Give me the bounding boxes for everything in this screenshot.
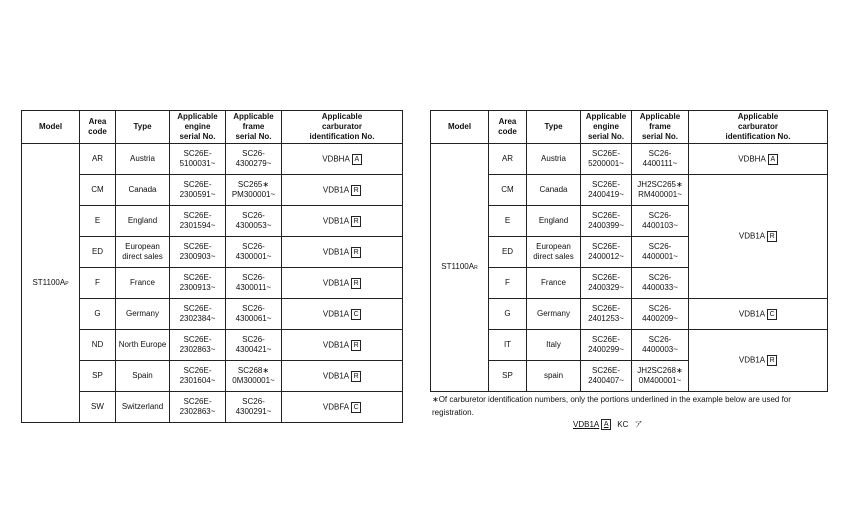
header-row bbox=[22, 111, 403, 144]
serial-line: SC26E- bbox=[183, 149, 212, 158]
serial-line: SC26E- bbox=[183, 397, 212, 406]
type-cell: Canada bbox=[527, 175, 581, 206]
table-row bbox=[431, 175, 828, 206]
serial-line: SC268∗ bbox=[237, 366, 270, 375]
serial-line: 2301594~ bbox=[179, 221, 216, 230]
carburator-cell bbox=[689, 175, 828, 299]
header-type: Type bbox=[527, 111, 581, 144]
table-row bbox=[22, 144, 403, 175]
table-row bbox=[22, 361, 403, 392]
type-cell: Switzerland bbox=[116, 392, 170, 423]
area-code-cell: SW bbox=[80, 392, 116, 423]
frame-serial-cell bbox=[226, 206, 282, 237]
area-code-cell: AR bbox=[80, 144, 116, 175]
carburator-cell bbox=[282, 237, 403, 268]
serial-line: 2302863~ bbox=[179, 345, 216, 354]
carburator-cell bbox=[282, 268, 403, 299]
model-cell bbox=[431, 144, 489, 392]
area-code-cell: E bbox=[489, 206, 527, 237]
engine-serial-cell bbox=[581, 268, 632, 299]
serial-line: 4300001~ bbox=[235, 252, 272, 261]
table-row bbox=[22, 206, 403, 237]
engine-serial-cell bbox=[170, 268, 226, 299]
table-row bbox=[22, 330, 403, 361]
model-main: ST1100A bbox=[441, 262, 475, 271]
serial-line: 2401253~ bbox=[588, 314, 624, 323]
type-cell: European direct sales bbox=[527, 237, 581, 268]
serial-line: 2301604~ bbox=[179, 376, 216, 385]
serial-line: 2302863~ bbox=[179, 407, 216, 416]
area-code-cell: SP bbox=[489, 361, 527, 392]
serial-line: 4400111~ bbox=[642, 159, 678, 168]
serial-line: 4300011~ bbox=[235, 283, 272, 292]
header-frame: Applicable frame serial No. bbox=[226, 111, 282, 144]
model-main: ST1100A bbox=[32, 277, 66, 287]
engine-serial-cell bbox=[170, 299, 226, 330]
header-frame: Applicable frame serial No. bbox=[632, 111, 689, 144]
carb-mark: R bbox=[767, 355, 777, 366]
carb-mark: R bbox=[351, 247, 361, 258]
carb-code: VDB1A bbox=[322, 371, 350, 381]
carburetor-example bbox=[573, 419, 642, 430]
carburator-cell bbox=[282, 299, 403, 330]
engine-serial-cell bbox=[581, 144, 632, 175]
carb-mark: C bbox=[351, 309, 361, 320]
table-row bbox=[22, 392, 403, 423]
table-row bbox=[22, 175, 403, 206]
carb-mark: R bbox=[351, 371, 361, 382]
carb-mark: A bbox=[768, 154, 778, 165]
serial-line: SC26E- bbox=[183, 180, 212, 189]
serial-line: SC26- bbox=[648, 242, 672, 251]
serial-line: 4400033~ bbox=[642, 283, 678, 292]
serial-line: 2302384~ bbox=[179, 314, 216, 323]
serial-line: SC26- bbox=[242, 149, 265, 158]
type-cell: spain bbox=[527, 361, 581, 392]
engine-serial-cell bbox=[170, 392, 226, 423]
serial-line: 0M300001~ bbox=[232, 376, 275, 385]
frame-serial-cell bbox=[632, 268, 689, 299]
carb-mark: C bbox=[767, 309, 777, 320]
carb-code: VDBFA bbox=[322, 402, 350, 412]
type-cell: England bbox=[116, 206, 170, 237]
example-suffix: KC bbox=[617, 420, 629, 429]
header-model: Model bbox=[22, 111, 80, 144]
serial-line: 2400419~ bbox=[588, 190, 624, 199]
carb-code: VDB1A bbox=[738, 309, 766, 319]
area-code-cell: ND bbox=[80, 330, 116, 361]
header-carburator: Applicable carburator identification No. bbox=[282, 111, 403, 144]
engine-serial-cell bbox=[581, 299, 632, 330]
engine-serial-cell bbox=[581, 206, 632, 237]
carb-code: VDB1A bbox=[738, 231, 766, 241]
carb-mark: R bbox=[351, 340, 361, 351]
type-cell: European direct sales bbox=[116, 237, 170, 268]
carb-code: VDB1A bbox=[322, 340, 350, 350]
area-code-cell: F bbox=[80, 268, 116, 299]
serial-line: SC26E- bbox=[591, 366, 620, 375]
serial-line: SC26- bbox=[648, 149, 672, 158]
engine-serial-cell bbox=[170, 361, 226, 392]
area-code-cell: E bbox=[80, 206, 116, 237]
type-cell: England bbox=[527, 206, 581, 237]
carb-code: VDB1A bbox=[322, 278, 350, 288]
area-code-cell: CM bbox=[80, 175, 116, 206]
serial-line: SC26E- bbox=[591, 180, 620, 189]
engine-serial-cell bbox=[581, 175, 632, 206]
serial-line: SC26- bbox=[242, 335, 265, 344]
header-model: Model bbox=[431, 111, 489, 144]
carburator-cell bbox=[282, 175, 403, 206]
carb-mark: A bbox=[352, 154, 362, 165]
serial-line: 4300421~ bbox=[235, 345, 272, 354]
engine-serial-cell bbox=[170, 330, 226, 361]
table-row bbox=[22, 299, 403, 330]
header-area-code: Area code bbox=[489, 111, 527, 144]
type-cell: Italy bbox=[527, 330, 581, 361]
header-row bbox=[431, 111, 828, 144]
serial-line: SC26E- bbox=[183, 304, 212, 313]
table-row bbox=[22, 268, 403, 299]
carb-code: VDBHA bbox=[738, 154, 766, 164]
frame-serial-cell bbox=[226, 299, 282, 330]
type-cell: Germany bbox=[527, 299, 581, 330]
serial-line: RM400001~ bbox=[638, 190, 682, 199]
engine-serial-cell bbox=[581, 330, 632, 361]
example-code: VDB1A bbox=[573, 420, 600, 429]
serial-line: SC26E- bbox=[591, 149, 620, 158]
serial-line: SC26E- bbox=[183, 211, 212, 220]
serial-line: 5100031~ bbox=[179, 159, 216, 168]
frame-serial-cell bbox=[226, 361, 282, 392]
carb-code: VDB1A bbox=[322, 216, 350, 226]
area-code-cell: G bbox=[80, 299, 116, 330]
serial-line: PM300001~ bbox=[231, 190, 276, 199]
frame-serial-cell bbox=[226, 392, 282, 423]
carburator-cell bbox=[689, 330, 828, 392]
engine-serial-cell bbox=[170, 175, 226, 206]
frame-serial-cell bbox=[632, 361, 689, 392]
carb-mark: R bbox=[351, 216, 361, 227]
serial-line: SC26E- bbox=[183, 366, 212, 375]
serial-line: 2300913~ bbox=[179, 283, 216, 292]
table-row bbox=[431, 330, 828, 361]
frame-serial-cell bbox=[632, 237, 689, 268]
serial-line: 2400399~ bbox=[588, 221, 624, 230]
serial-line: 4300061~ bbox=[235, 314, 272, 323]
area-code-cell: CM bbox=[489, 175, 527, 206]
serial-line: 2300591~ bbox=[179, 190, 216, 199]
area-code-cell: G bbox=[489, 299, 527, 330]
carburator-cell bbox=[689, 144, 828, 175]
serial-line: SC26E- bbox=[183, 335, 212, 344]
engine-serial-cell bbox=[170, 237, 226, 268]
frame-serial-cell bbox=[226, 330, 282, 361]
serial-table-right bbox=[430, 110, 828, 392]
serial-line: 4300053~ bbox=[235, 221, 272, 230]
serial-line: 2400299~ bbox=[588, 345, 624, 354]
serial-line: 5200001~ bbox=[588, 159, 624, 168]
model-suffix: R bbox=[474, 265, 478, 271]
header-area-code: Area code bbox=[80, 111, 116, 144]
frame-serial-cell bbox=[632, 175, 689, 206]
type-cell: Austria bbox=[116, 144, 170, 175]
area-code-cell: ED bbox=[489, 237, 527, 268]
type-cell: Germany bbox=[116, 299, 170, 330]
carburator-cell bbox=[282, 361, 403, 392]
frame-serial-cell bbox=[632, 206, 689, 237]
model-suffix: P bbox=[65, 280, 69, 287]
serial-line: 2400012~ bbox=[588, 252, 624, 261]
engine-serial-cell bbox=[581, 361, 632, 392]
frame-serial-cell bbox=[226, 144, 282, 175]
serial-line: SC26- bbox=[242, 211, 265, 220]
header-engine: Applicable engine serial No. bbox=[581, 111, 632, 144]
type-cell: Spain bbox=[116, 361, 170, 392]
serial-line: SC26E- bbox=[591, 242, 620, 251]
serial-line: 4400209~ bbox=[642, 314, 678, 323]
carburator-cell bbox=[689, 299, 828, 330]
serial-line: JH2SC268∗ bbox=[637, 366, 683, 375]
carb-code: VDBHA bbox=[322, 154, 350, 164]
serial-line: SC26- bbox=[648, 304, 672, 313]
carb-mark: C bbox=[351, 402, 361, 413]
carb-code: VDB1A bbox=[322, 247, 350, 257]
area-code-cell: ED bbox=[80, 237, 116, 268]
carb-code: VDB1A bbox=[322, 185, 350, 195]
serial-line: SC26- bbox=[242, 397, 265, 406]
serial-line: 2400407~ bbox=[588, 376, 624, 385]
type-cell: Austria bbox=[527, 144, 581, 175]
serial-line: 4300279~ bbox=[235, 159, 272, 168]
serial-line: 4400001~ bbox=[642, 252, 678, 261]
frame-serial-cell bbox=[226, 237, 282, 268]
type-cell: France bbox=[527, 268, 581, 299]
area-code-cell: F bbox=[489, 268, 527, 299]
example-glyph: ア bbox=[634, 420, 643, 429]
serial-line: 2400329~ bbox=[588, 283, 624, 292]
engine-serial-cell bbox=[170, 206, 226, 237]
type-cell: Canada bbox=[116, 175, 170, 206]
serial-line: 4300291~ bbox=[235, 407, 272, 416]
serial-line: SC26- bbox=[648, 335, 672, 344]
engine-serial-cell bbox=[170, 144, 226, 175]
table-row bbox=[431, 144, 828, 175]
serial-line: SC26- bbox=[242, 242, 265, 251]
carburator-cell bbox=[282, 144, 403, 175]
footnote: ∗Of carburetor identification numbers, only the portions underlined in the example below are used for registration. bbox=[432, 395, 791, 417]
serial-line: SC26- bbox=[242, 304, 265, 313]
serial-line: SC26E- bbox=[591, 211, 620, 220]
serial-table-left bbox=[21, 110, 403, 423]
frame-serial-cell bbox=[226, 268, 282, 299]
serial-line: SC26- bbox=[648, 211, 672, 220]
type-cell: North Europe bbox=[116, 330, 170, 361]
carb-code: VDB1A bbox=[322, 309, 350, 319]
serial-line: 2300903~ bbox=[179, 252, 216, 261]
model-cell bbox=[22, 144, 80, 423]
serial-line: 4400003~ bbox=[642, 345, 678, 354]
area-code-cell: SP bbox=[80, 361, 116, 392]
header-type: Type bbox=[116, 111, 170, 144]
carb-mark: R bbox=[351, 278, 361, 289]
carburator-cell bbox=[282, 206, 403, 237]
type-cell: France bbox=[116, 268, 170, 299]
header-carburator: Applicable carburator identification No. bbox=[689, 111, 828, 144]
table-row bbox=[431, 299, 828, 330]
area-code-cell: AR bbox=[489, 144, 527, 175]
serial-line: SC26E- bbox=[591, 273, 620, 282]
carb-mark: R bbox=[351, 185, 361, 196]
serial-line: SC26E- bbox=[591, 304, 620, 313]
frame-serial-cell bbox=[226, 175, 282, 206]
serial-line: SC26E- bbox=[183, 273, 212, 282]
serial-line: SC265∗ bbox=[237, 180, 270, 189]
header-engine: Applicable engine serial No. bbox=[170, 111, 226, 144]
carb-code: VDB1A bbox=[738, 355, 766, 365]
frame-serial-cell bbox=[632, 299, 689, 330]
example-mark: A bbox=[601, 419, 611, 430]
engine-serial-cell bbox=[581, 237, 632, 268]
frame-serial-cell bbox=[632, 330, 689, 361]
serial-line: 0M400001~ bbox=[638, 376, 682, 385]
frame-serial-cell bbox=[632, 144, 689, 175]
carb-mark: R bbox=[767, 231, 777, 242]
carburator-cell bbox=[282, 392, 403, 423]
serial-line: SC26E- bbox=[183, 242, 212, 251]
table-row bbox=[22, 237, 403, 268]
serial-line: 4400103~ bbox=[642, 221, 678, 230]
carburator-cell bbox=[282, 330, 403, 361]
serial-line: SC26- bbox=[242, 273, 265, 282]
area-code-cell: IT bbox=[489, 330, 527, 361]
serial-line: SC26E- bbox=[591, 335, 620, 344]
serial-line: JH2SC265∗ bbox=[637, 180, 683, 189]
serial-line: SC26- bbox=[648, 273, 672, 282]
